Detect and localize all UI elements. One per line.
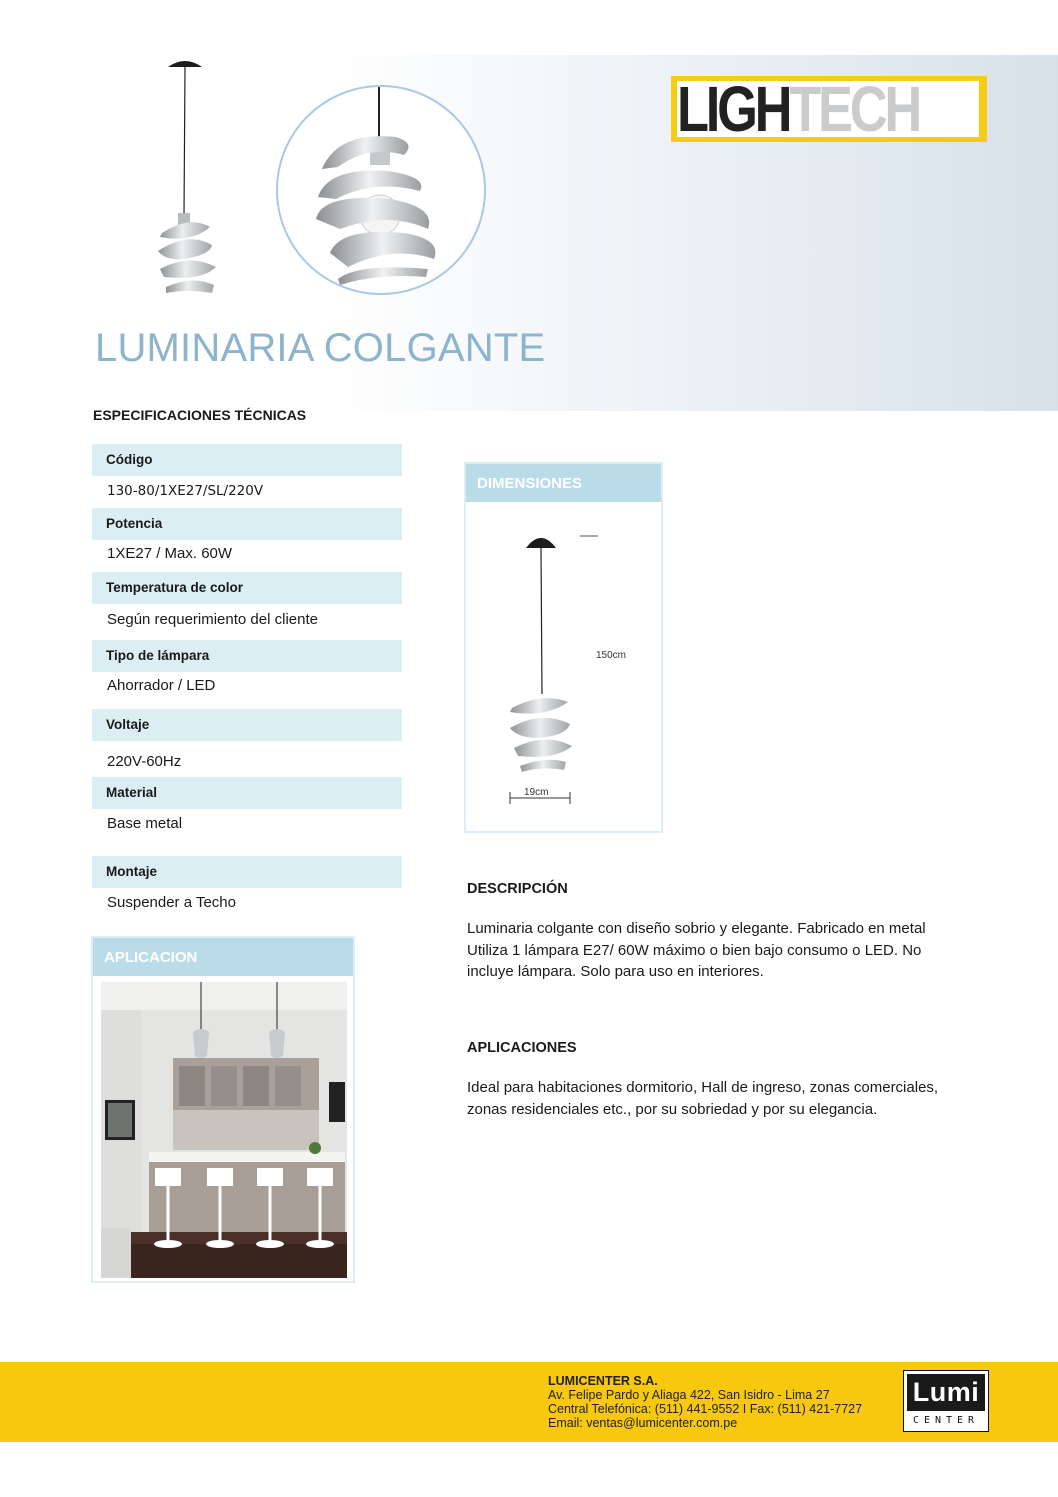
- applications-line: zonas residenciales etc., por su sobriedad y por su elegancia.: [467, 1100, 878, 1118]
- width-label: 19cm: [524, 787, 549, 798]
- spec-value-montaje: Suspender a Techo: [107, 894, 236, 911]
- description-heading: DESCRIPCIÓN: [467, 881, 568, 897]
- description-line: Luminaria colgante con diseño sobrio y elegante. Fabricado en metal: [467, 920, 926, 937]
- lumicenter-logo: [903, 1370, 989, 1432]
- spec-label-montaje: Montaje: [92, 856, 402, 888]
- spec-value-material: Base metal: [107, 815, 183, 832]
- spec-label-codigo: Código: [92, 444, 402, 476]
- description-line: incluye lámpara. Solo para uso en interiores.: [467, 963, 764, 980]
- page-title: LUMINARIA COLGANTE: [95, 326, 546, 370]
- spec-label-temperatura: Temperatura de color: [92, 572, 402, 604]
- spec-label-material: Material: [92, 777, 402, 809]
- logo-text-dark: LIGH: [677, 73, 790, 145]
- spec-value-potencia: 1XE27 / Max. 60W: [107, 545, 233, 562]
- footer-company: LUMICENTER S.A.: [548, 1374, 658, 1388]
- spec-value-voltaje: 220V-60Hz: [107, 753, 182, 770]
- footer-email[interactable]: Email: ventas@lumicenter.com.pe: [548, 1416, 738, 1430]
- dimension-drawing: [466, 504, 661, 831]
- footer-address: Av. Felipe Pardo y Aliaga 422, San Isidro - Lima 27: [548, 1388, 830, 1402]
- lumicenter-logo-bottom: CENTER: [912, 1415, 980, 1426]
- lumicenter-logo-top: Lumi: [907, 1374, 985, 1411]
- spec-label-voltaje: Voltaje: [92, 709, 402, 741]
- description-text: [467, 918, 1007, 983]
- spec-value-codigo: 130-80/1XE27/SL/220V: [107, 483, 264, 499]
- applications-text: [467, 1077, 1007, 1120]
- height-label: 150cm: [596, 650, 627, 661]
- spec-label-tipo-lampara: Tipo de lámpara: [92, 640, 402, 672]
- spec-value-temperatura: Según requerimiento del cliente: [107, 611, 318, 628]
- application-panel: [91, 936, 355, 1283]
- product-photo-zoom: [276, 85, 486, 295]
- spec-value-tipo-lampara: Ahorrador / LED: [107, 677, 216, 694]
- spec-label-potencia: Potencia: [92, 508, 402, 540]
- applications-heading: APLICACIONES: [467, 1040, 577, 1056]
- applications-line: Ideal para habitaciones dormitorio, Hall de ingreso, zonas comerciales,: [467, 1079, 939, 1096]
- dimensions-panel: [464, 462, 663, 833]
- dimensions-header: DIMENSIONES: [466, 464, 661, 502]
- footer: [0, 1362, 1058, 1442]
- description-line: Utiliza 1 lámpara E27/ 60W máximo o bien bajo consumo o LED. No: [467, 941, 922, 959]
- application-header: APLICACION: [93, 938, 353, 976]
- footer-phone: Central Telefónica: (511) 441-9552 I Fax: (511) 421-7727: [548, 1402, 863, 1416]
- application-photo: [101, 982, 347, 1278]
- logo-text-light: TECH: [789, 73, 919, 145]
- spiral-lamp-illustration: [278, 87, 484, 293]
- product-photo: [140, 55, 230, 300]
- specs-heading: ESPECIFICACIONES TÉCNICAS: [93, 407, 307, 423]
- lightech-logo: [671, 73, 987, 145]
